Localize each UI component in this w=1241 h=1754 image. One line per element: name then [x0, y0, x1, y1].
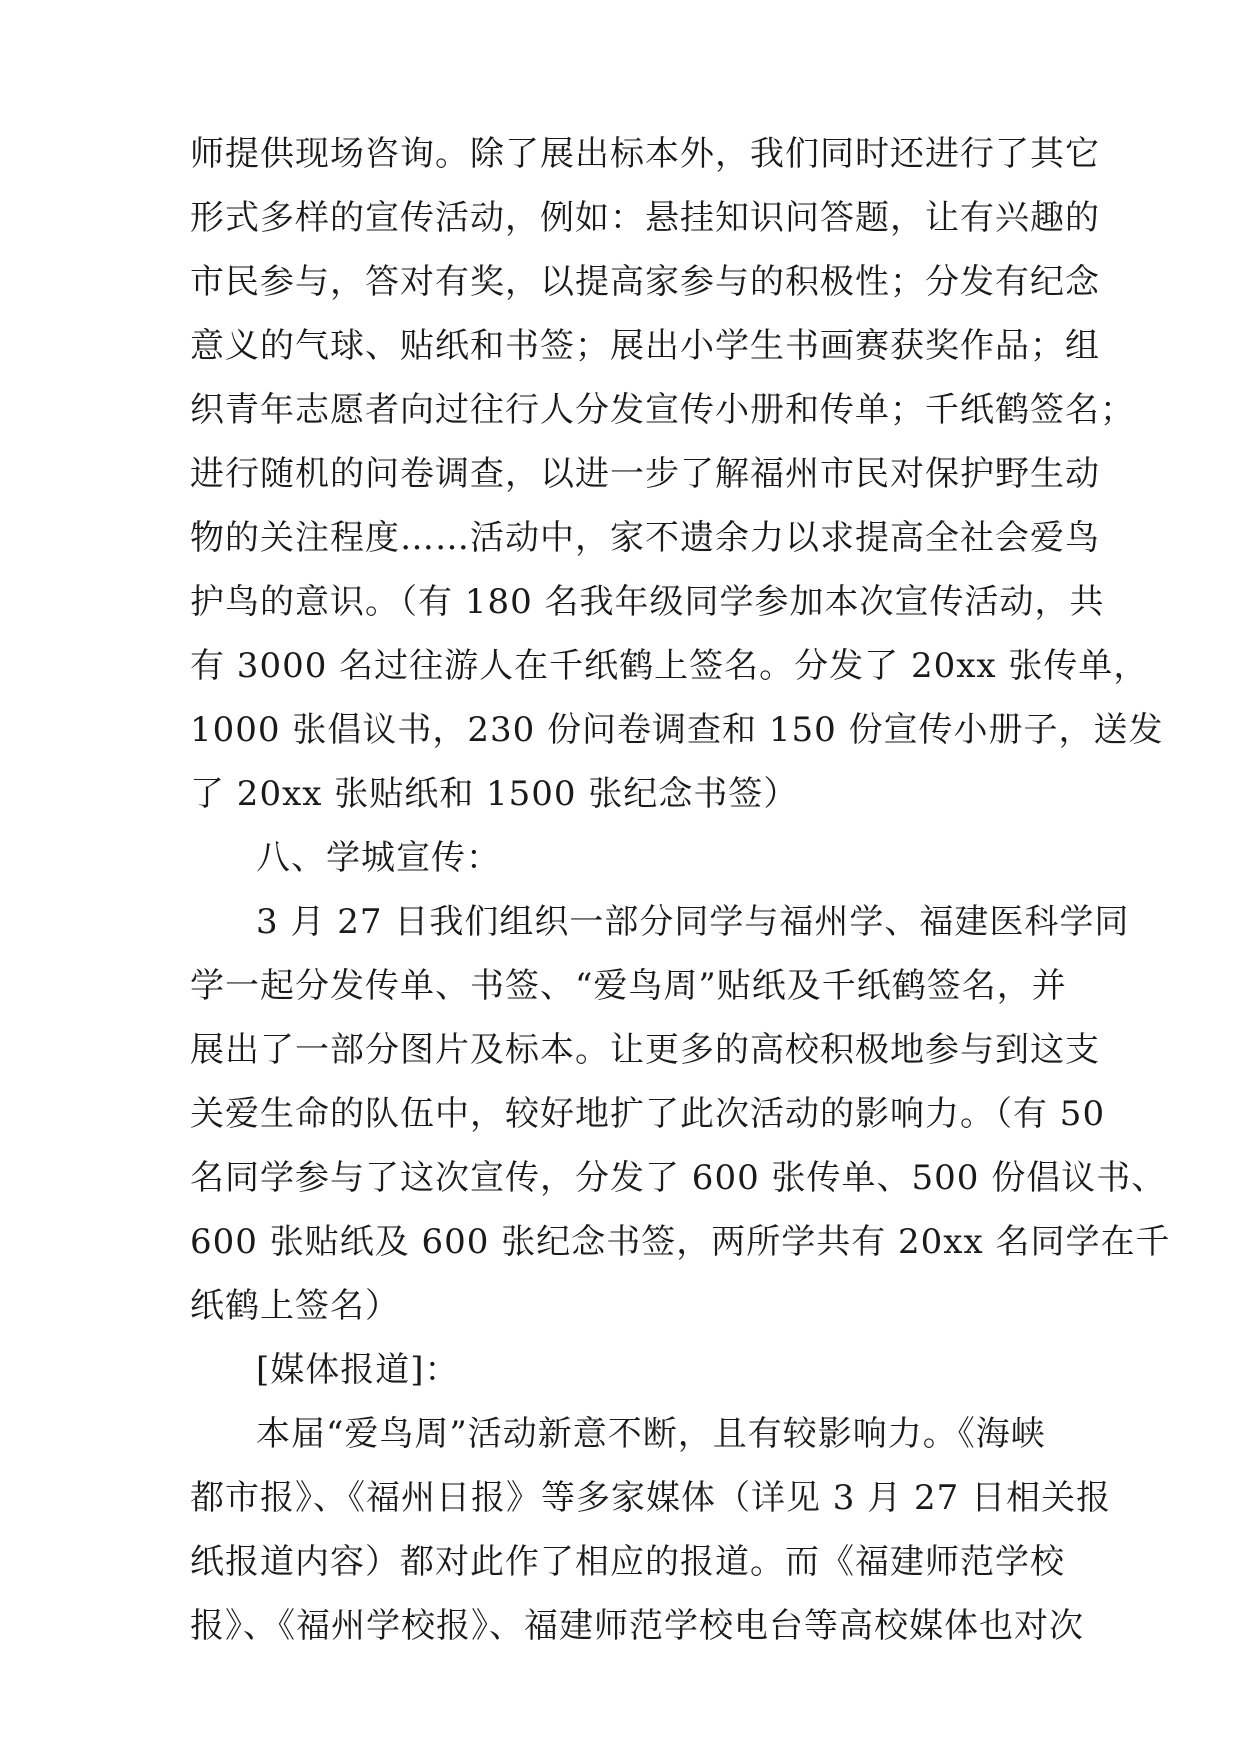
text-line: 形式多样的宣传活动，例如：悬挂知识问答题，让有兴趣的 [190, 198, 1100, 238]
text-line: 关爱生命的队伍中，较好地扩了此次活动的影响力。（有 50 [190, 1094, 1106, 1134]
text-line: 意义的气球、贴纸和书签；展出小学生书画赛获奖作品；组 [190, 326, 1100, 366]
text-line: 师提供现场咨询。除了展出标本外，我们同时还进行了其它 [190, 134, 1100, 174]
text-line: 本届“爱鸟周”活动新意不断，且有较影响力。《海峡 [256, 1414, 1046, 1454]
body-text [190, 122, 1171, 1658]
text-line: 织青年志愿者向过往行人分发宣传小册和传单；千纸鹤签名； [190, 390, 1135, 430]
text-line: 3 月 27 日我们组织一部分同学与福州学、福建医科学同 [256, 902, 1130, 942]
text-line: 进行随机的问卷调查，以进一步了解福州市民对保护野生动 [190, 454, 1100, 494]
text-line: 1000 张倡议书，230 份问卷调查和 150 份宣传小册子，送发 [190, 710, 1164, 750]
text-line: 学一起分发传单、书签、“爱鸟周”贴纸及千纸鹤签名，并 [190, 966, 1067, 1006]
section-heading: [媒体报道]： [256, 1350, 460, 1390]
text-line: 都市报》、《福州日报》等多家媒体（详见 3 月 27 日相关报 [190, 1478, 1112, 1518]
text-line: 护鸟的意识。（有 180 名我年级同学参加本次宣传活动，共 [190, 582, 1105, 622]
text-line: 了 20xx 张贴纸和 1500 张纪念书签） [190, 774, 799, 814]
text-line: 市民参与，答对有奖，以提高家参与的积极性；分发有纪念 [190, 262, 1100, 302]
text-line: 报》、《福州学校报》、福建师范学校电台等高校媒体也对次 [190, 1606, 1084, 1646]
text-line: 物的关注程度……活动中，家不遗余力以求提高全社会爱鸟 [190, 518, 1100, 558]
text-line: 纸报道内容）都对此作了相应的报道。而《福建师范学校 [190, 1542, 1065, 1582]
text-line: 展出了一部分图片及标本。让更多的高校积极地参与到这支 [190, 1030, 1100, 1070]
text-line: 纸鹤上签名） [190, 1286, 400, 1326]
section-heading: 八、学城宣传： [256, 838, 501, 878]
text-line: 有 3000 名过往游人在千纸鹤上签名。分发了 20xx 张传单， [190, 646, 1149, 686]
text-line: 名同学参与了这次宣传，分发了 600 张传单、500 份倡议书、 [190, 1158, 1167, 1198]
text-line: 600 张贴纸及 600 张纪念书签，两所学共有 20xx 名同学在千 [190, 1222, 1171, 1262]
